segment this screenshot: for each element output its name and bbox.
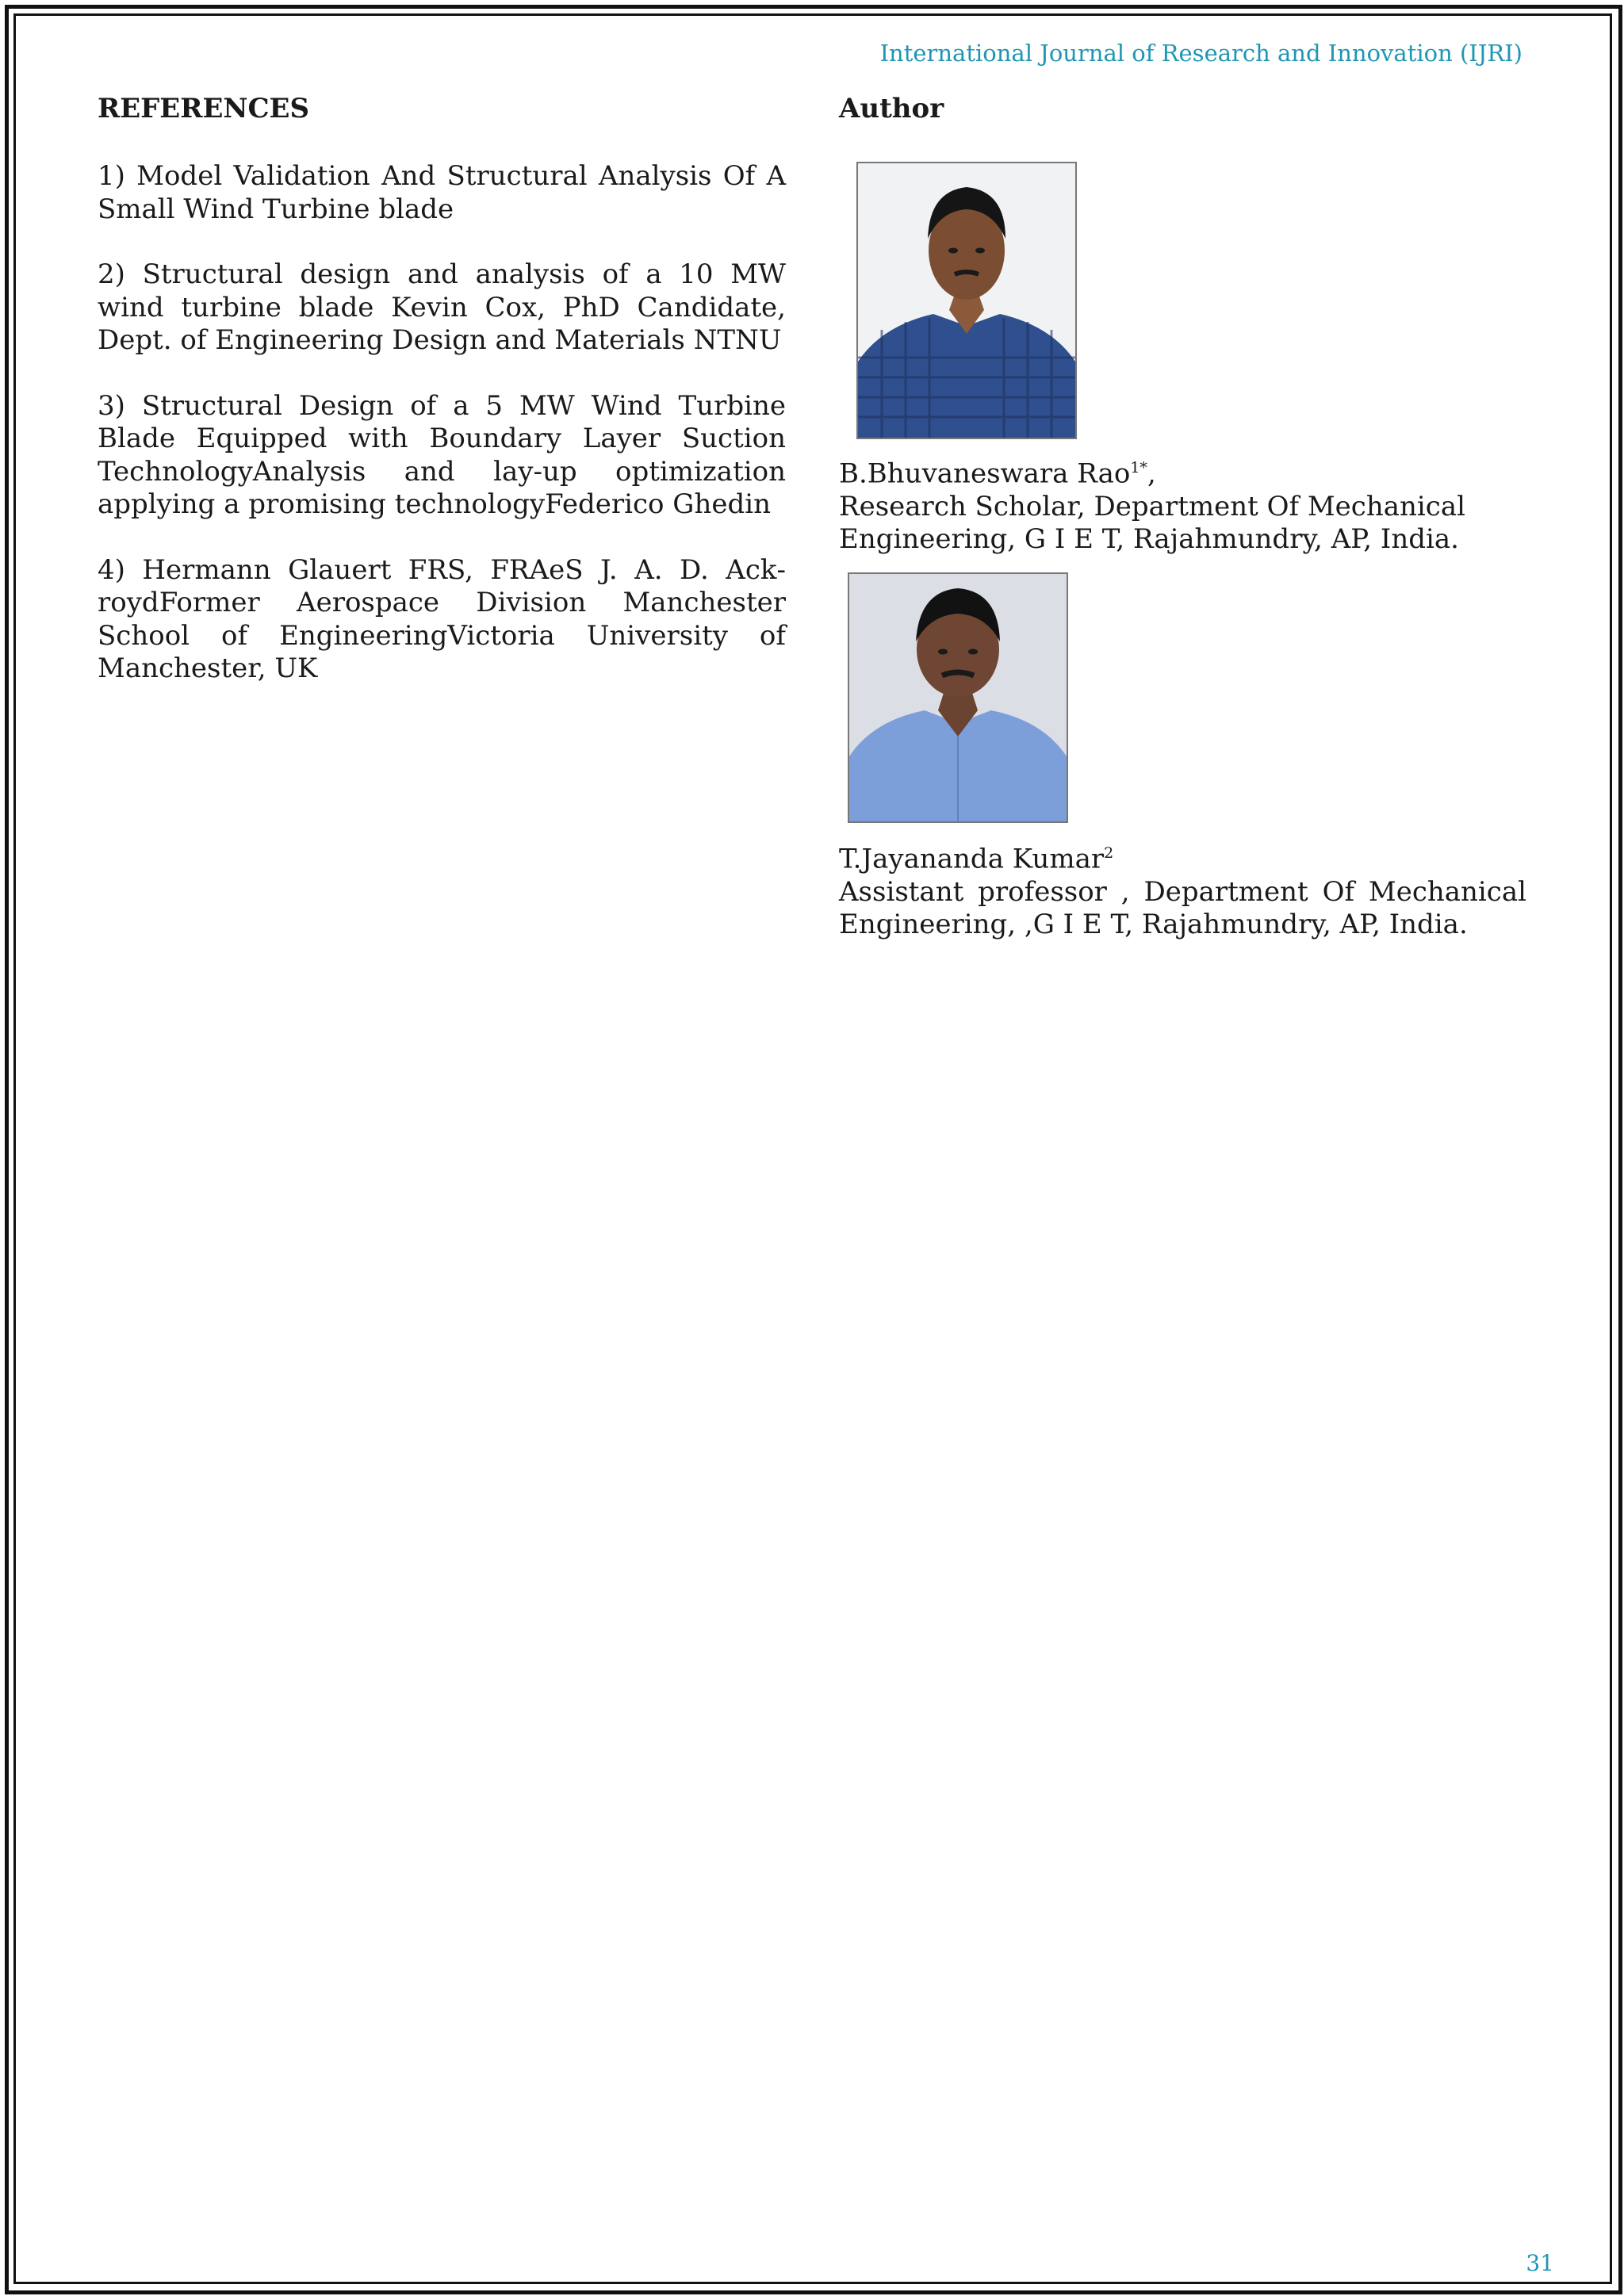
author-2-name	[839, 837, 1526, 876]
author-heading: Author	[839, 93, 944, 124]
author-1-portrait-image	[858, 163, 1075, 438]
author-1-name	[839, 452, 1526, 491]
author-2-affiliation-line-1: Assistant professor , Department Of Mechanical	[839, 875, 1526, 908]
author-1-info	[839, 452, 1526, 557]
reference-item-1: 1) Model Validation And Structural Analysis Of A Small Wind Turbine blade	[98, 160, 786, 225]
author-1-name-text: B.Bhuvaneswara Rao	[839, 457, 1131, 490]
author-1-name-suffix: ,	[1147, 457, 1156, 490]
references-column	[98, 89, 786, 718]
author-1-affiliation-mark: 1*	[1130, 459, 1147, 476]
journal-header: International Journal of Research and Innovation (IJRI)	[879, 40, 1522, 67]
author-2-info	[839, 837, 1526, 942]
author-1-affiliation-line-1: Research Scholar, Department Of Mechanical	[839, 490, 1465, 522]
references-heading: REFERENCES	[98, 93, 310, 124]
author-2-name-text: T.Jayananda Kumar	[839, 843, 1105, 875]
page-number: 31	[1526, 2250, 1554, 2276]
author-1-photo	[856, 162, 1077, 439]
author-2-affiliation-line-2: Engineering, ,G I E T, Rajahmundry, AP, India.	[839, 909, 1468, 941]
reference-item-4: 4) Hermann Glauert FRS, FRAeS J. A. D. AckroydFormer Aerospace Division Manchester School of EngineeringVictoria University of Manchester, UK	[98, 553, 786, 684]
author-2-affiliation-mark: 2	[1104, 844, 1114, 862]
author-column	[839, 89, 1526, 941]
author-2-photo	[848, 572, 1068, 823]
author-1-affiliation-line-2: Engineering, G I E T, Rajahmundry, AP, India.	[839, 523, 1459, 556]
reference-item-2: 2) Structural design and analysis of a 10 MW wind turbine blade Kevin Cox, PhD Candidate, Dept. of Engineering Design and Materials NTNU	[98, 258, 786, 356]
author-2-portrait-image	[849, 574, 1067, 821]
reference-item-3: 3) Structural Design of a 5 MW Wind Turbine Blade Equipped with Boundary Layer Suction TechnologyAnalysis and lay-up optimization applying a promising technologyFederico Ghedin	[98, 389, 786, 520]
